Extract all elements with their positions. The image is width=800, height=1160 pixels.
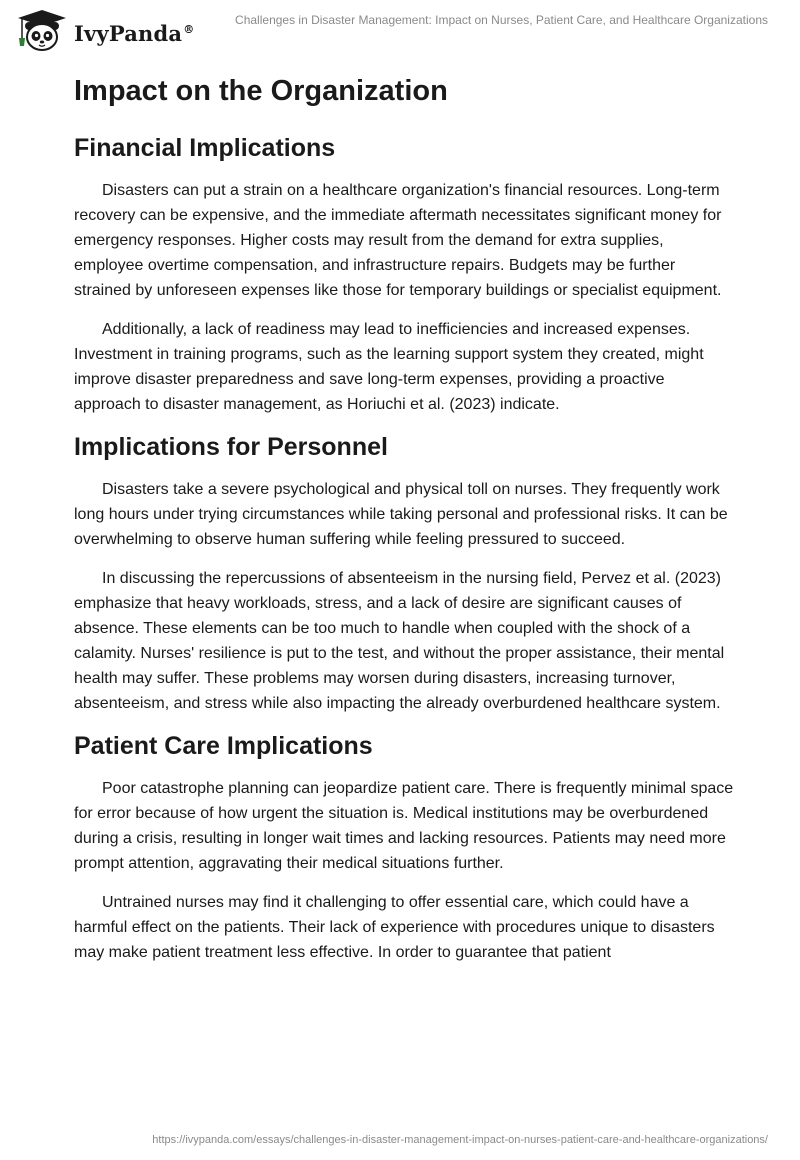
brand-logo[interactable] bbox=[14, 8, 194, 52]
paragraph: In discussing the repercussions of absenteeism in the nursing field, Pervez et al. (2023) emphasize that heavy workloads, stress, and a lack of desire are significant causes of absence. These elements can be too much to handle when coupled with the shock of a calamity. Nurses' resilience is put to the test, and without the proper assistance, their mental health may suffer. These problems may worsen during disasters, increasing turnover, absenteeism, and stress while also impacting the already overburdened healthcare system. bbox=[74, 570, 725, 712]
page-title: Impact on the Organization bbox=[74, 75, 448, 107]
section-heading: Patient Care Implications bbox=[74, 732, 373, 760]
section-heading: Implications for Personnel bbox=[74, 433, 388, 461]
paragraph: Disasters take a severe psychological and physical toll on nurses. They frequently work long hours under trying circumstances while taking personal and professional risks. It can be overwhelming to observe human suffering while feeling pressured to succeed. bbox=[74, 481, 728, 548]
section-heading: Financial Implications bbox=[74, 134, 336, 162]
running-title: Challenges in Disaster Management: Impact on Nurses, Patient Care, and Healthcare Organizations bbox=[235, 13, 768, 27]
brand-name: IvyPanda® bbox=[74, 20, 195, 46]
section-patient-care-implications bbox=[74, 730, 734, 965]
page-header bbox=[0, 0, 800, 60]
source-url-link[interactable]: https://ivypanda.com/essays/challenges-in-disaster-management-impact-on-nurses-patient-care-and-healthcare-organizations/ bbox=[152, 1134, 768, 1146]
paragraph: Additionally, a lack of readiness may lead to inefficiencies and increased expenses. Investment in training programs, such as the learning support system they created, might improve disaster preparedness and save long-term expenses, providing a proactive approach to disaster management, as Horiuchi et al. (2023) indicate. bbox=[74, 321, 704, 413]
paragraph: Poor catastrophe planning can jeopardize patient care. There is frequently minimal space for error because of how urgent the situation is. Medical institutions may be overburdened during a crisis, resulting in longer wait times and lacking resources. Patients may need more prompt attention, aggravating their medical situations further. bbox=[74, 780, 734, 872]
paragraph: Untrained nurses may find it challenging to offer essential care, which could have a harmful effect on the patients. Their lack of experience with procedures unique to disasters may make patient treatment less effective. In order to guarantee that patient bbox=[74, 894, 715, 961]
section-implications-for-personnel bbox=[74, 431, 734, 716]
panda-graduate-logo-icon bbox=[14, 8, 70, 52]
paragraph: Disasters can put a strain on a healthcare organization's financial resources. Long-term recovery can be expensive, and the immediate aftermath necessitates significant money for emergency responses. Higher costs may result from the demand for extra supplies, employee overtime compensation, and infrastructure repairs. Budgets may be further strained by unforeseen expenses like those for temporary buildings or specialist equipment. bbox=[74, 182, 722, 299]
section-financial-implications bbox=[74, 132, 734, 417]
document-body bbox=[74, 72, 734, 979]
